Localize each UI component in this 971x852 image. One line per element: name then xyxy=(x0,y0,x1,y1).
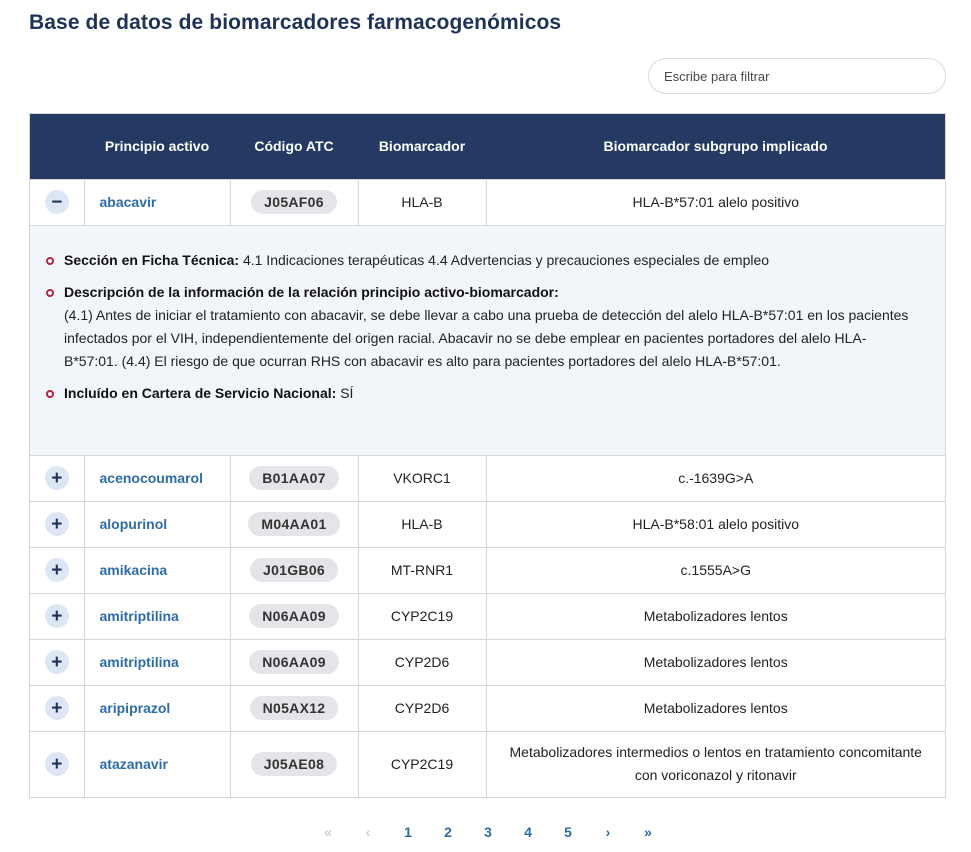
atc-cell xyxy=(230,455,358,501)
drug-cell xyxy=(84,455,230,501)
table-row xyxy=(30,455,945,501)
prev-page-icon[interactable]: ‹ xyxy=(365,824,371,840)
table-row xyxy=(30,731,945,797)
atc-badge: N05AX12 xyxy=(250,696,339,720)
drug-link[interactable]: amikacina xyxy=(99,562,168,578)
biomarker-table xyxy=(29,113,946,798)
atc-badge: J05AF06 xyxy=(251,190,337,214)
header-atc[interactable]: Código ATC xyxy=(230,114,358,179)
included-value: SÍ xyxy=(340,384,354,401)
subgroup-cell: c.1555A>G xyxy=(486,547,945,593)
drug-cell xyxy=(84,593,230,639)
atc-badge: M04AA01 xyxy=(248,512,339,536)
drug-cell xyxy=(84,685,230,731)
header-biomarker[interactable]: Biomarcador xyxy=(358,114,486,179)
pagination xyxy=(0,824,971,844)
atc-cell xyxy=(230,501,358,547)
description-label: Descripción de la información de la relación principio activo-biomarcador: xyxy=(64,283,559,300)
detail-list xyxy=(44,249,915,405)
drug-link[interactable]: alopurinol xyxy=(99,516,168,532)
biomarker-cell: CYP2C19 xyxy=(358,731,486,797)
description-value: (4.1) Antes de iniciar el tratamiento con abacavir, se debe llevar a cabo una prueba de detección del alelo HLA-B*57:01 en los pacientes infectados por el VIH, independientemente del origen racial. Abacavir no se debe emplear en pacientes portadores del alelo HLA-B*57:01. (4.4) El riesgo de que ocurran RHS con abacavir es alto para pacientes portadores del alelo HLA-B*57:01. xyxy=(64,306,909,369)
atc-badge: J05AE08 xyxy=(251,752,337,776)
atc-cell xyxy=(230,547,358,593)
subgroup-cell: Metabolizadores lentos xyxy=(486,639,945,685)
expand-icon[interactable]: + xyxy=(45,650,69,674)
subgroup-cell: HLA-B*57:01 alelo positivo xyxy=(486,179,945,225)
last-page-icon[interactable]: » xyxy=(644,824,652,840)
drug-cell xyxy=(84,639,230,685)
toggle-cell xyxy=(30,639,84,685)
page-2-link[interactable]: 2 xyxy=(444,824,452,840)
detail-panel xyxy=(30,225,945,455)
expand-icon[interactable]: + xyxy=(45,466,69,490)
biomarker-cell: VKORC1 xyxy=(358,455,486,501)
page-5-link[interactable]: 5 xyxy=(564,824,572,840)
expand-icon[interactable]: + xyxy=(45,604,69,628)
toggle-cell xyxy=(30,685,84,731)
expand-icon[interactable]: + xyxy=(45,558,69,582)
bullet-icon xyxy=(46,257,54,265)
biomarker-cell: CYP2C19 xyxy=(358,593,486,639)
first-page-icon[interactable]: « xyxy=(324,824,332,840)
atc-badge: J01GB06 xyxy=(250,558,338,582)
next-page-icon[interactable]: › xyxy=(605,824,611,840)
atc-badge: N06AA09 xyxy=(249,604,339,628)
section-value: 4.1 Indicaciones terapéuticas 4.4 Advertencias y precauciones especiales de empleo xyxy=(242,251,770,268)
expand-icon[interactable]: + xyxy=(45,696,69,720)
drug-link[interactable]: aripiprazol xyxy=(99,700,171,716)
atc-cell xyxy=(230,685,358,731)
drug-cell xyxy=(84,501,230,547)
toggle-cell xyxy=(30,731,84,797)
biomarker-cell: MT-RNR1 xyxy=(358,547,486,593)
drug-cell xyxy=(84,547,230,593)
biomarker-cell: HLA-B xyxy=(358,501,486,547)
expand-icon[interactable]: + xyxy=(45,752,69,776)
atc-badge: N06AA09 xyxy=(249,650,339,674)
drug-link[interactable]: amitriptilina xyxy=(99,654,179,670)
atc-cell xyxy=(230,179,358,225)
table-row xyxy=(30,593,945,639)
filter-input[interactable] xyxy=(648,58,946,94)
table-header-row xyxy=(30,114,945,179)
biomarker-cell: CYP2D6 xyxy=(358,685,486,731)
page-1-link[interactable]: 1 xyxy=(404,824,412,840)
table-row xyxy=(30,179,945,225)
bullet-icon xyxy=(46,289,54,297)
detail-item-included xyxy=(44,382,915,405)
atc-badge: B01AA07 xyxy=(249,466,339,490)
toggle-cell xyxy=(30,501,84,547)
subgroup-cell: HLA-B*58:01 alelo positivo xyxy=(486,501,945,547)
collapse-icon[interactable]: − xyxy=(45,190,69,214)
subgroup-cell: Metabolizadores lentos xyxy=(486,593,945,639)
page-3-link[interactable]: 3 xyxy=(484,824,492,840)
header-toggle xyxy=(30,114,84,179)
drug-cell xyxy=(84,179,230,225)
toggle-cell xyxy=(30,593,84,639)
included-label: Incluído en Cartera de Servicio Nacional: xyxy=(64,384,337,401)
subgroup-cell: c.-1639G>A xyxy=(486,455,945,501)
page-title: Base de datos de biomarcadores farmacogenómicos xyxy=(29,11,562,34)
drug-link[interactable]: abacavir xyxy=(99,194,157,210)
table-row xyxy=(30,501,945,547)
biomarker-cell: HLA-B xyxy=(358,179,486,225)
drug-link[interactable]: atazanavir xyxy=(99,756,168,773)
expand-icon[interactable]: + xyxy=(45,512,69,536)
drug-cell xyxy=(84,731,230,797)
drug-link[interactable]: acenocoumarol xyxy=(99,470,203,486)
table-row xyxy=(30,547,945,593)
atc-cell xyxy=(230,639,358,685)
drug-link[interactable]: amitriptilina xyxy=(99,608,179,624)
page-4-link[interactable]: 4 xyxy=(524,824,532,840)
header-subgroup[interactable]: Biomarcador subgrupo implicado xyxy=(486,114,945,179)
toggle-cell xyxy=(30,455,84,501)
detail-item-description xyxy=(44,281,915,373)
detail-item-section xyxy=(44,249,915,272)
bullet-icon xyxy=(46,390,54,398)
section-label: Sección en Ficha Técnica: xyxy=(64,251,240,268)
atc-cell xyxy=(230,731,358,797)
subgroup-cell: Metabolizadores lentos xyxy=(486,685,945,731)
atc-cell xyxy=(230,593,358,639)
toggle-cell xyxy=(30,547,84,593)
table-row xyxy=(30,639,945,685)
subgroup-cell: Metabolizadores intermedios o lentos en tratamiento concomitante con voriconazol y ritonavir xyxy=(486,731,945,797)
header-drug[interactable]: Principio activo xyxy=(84,114,230,179)
toggle-cell xyxy=(30,179,84,225)
table-row xyxy=(30,685,945,731)
biomarker-cell: CYP2D6 xyxy=(358,639,486,685)
detail-row xyxy=(30,225,945,455)
